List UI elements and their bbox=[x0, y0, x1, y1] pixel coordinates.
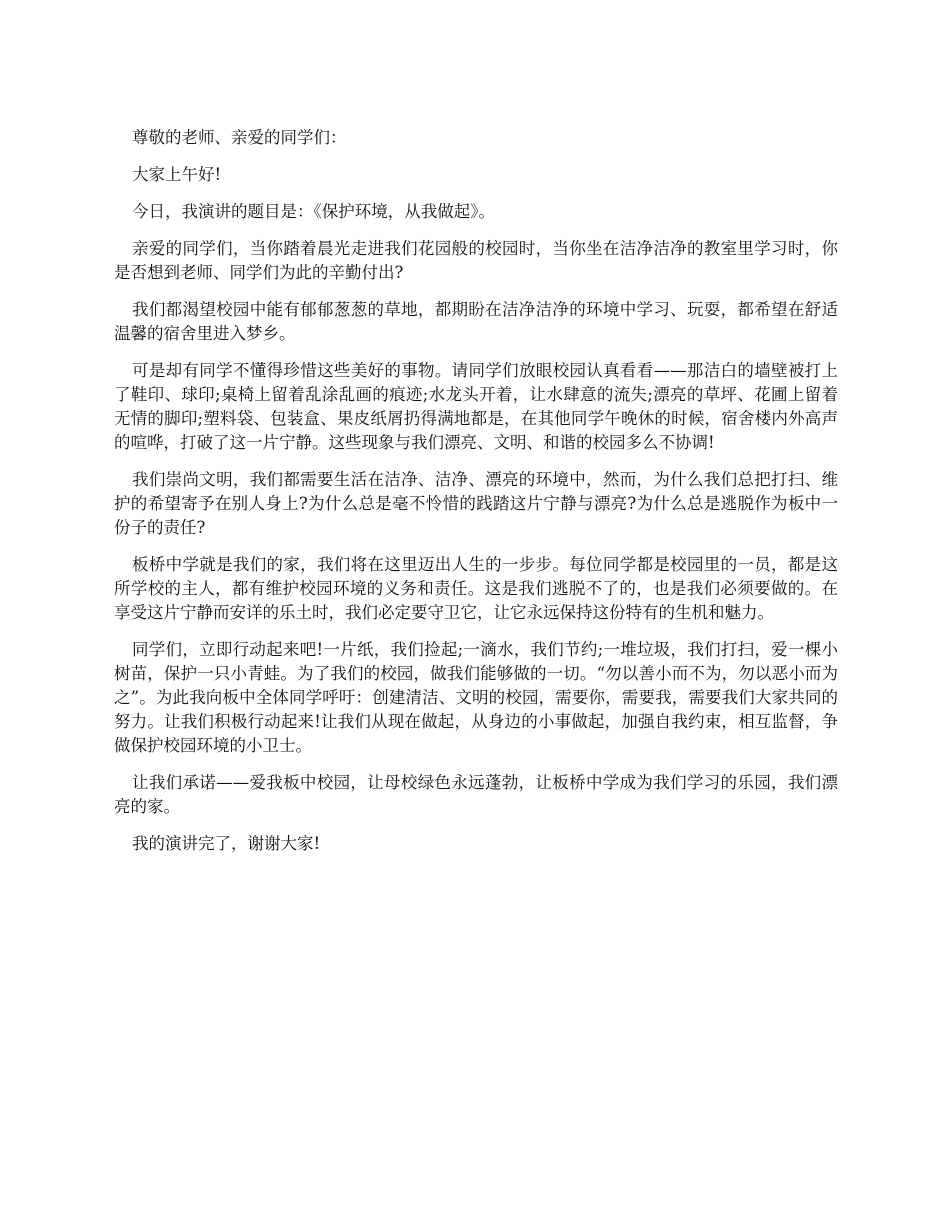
body-paragraph: 同学们，立即行动起来吧!一片纸，我们捡起;一滴水，我们节约;一堆垃圾，我们打扫，爱一棵小树苗，保护一只小青蛙。为了我们的校园，做我们能够做的一切。“勿以善小而不为，勿以恶小而为之”。为此我向板中全体同学呼吁：创建清洁、文明的校园，需要你，需要我，需要我们大家共同的努力。让我们积极行动起来!让我们从现在做起，从身边的小事做起，加强自我约束，相互监督，争做保护校园环境的小卫士。 bbox=[114, 640, 838, 755]
closing-line: 我的演讲完了，谢谢大家! bbox=[132, 834, 321, 853]
greeting: 大家上午好! bbox=[132, 165, 222, 184]
speech-topic: 今日，我演讲的题目是：《保护环境，从我做起》。 bbox=[132, 202, 495, 221]
body-paragraph: 让我们承诺——爱我板中校园，让母校绿色永远蓬勃，让板桥中学成为我们学习的乐园，我们漂亮的家。 bbox=[114, 773, 838, 816]
body-paragraph: 板桥中学就是我们的家，我们将在这里迈出人生的一步步。每位同学都是校园里的一员，都是这所学校的主人，都有维护校园环境的义务和责任。这是我们逃脱不了的，也是我们必须要做的。在享受这片宁静而安详的乐土时，我们必定要守卫它，让它永远保持这份特有的生机和魅力。 bbox=[114, 555, 838, 622]
salutation: 尊敬的老师、亲爱的同学们： bbox=[132, 128, 347, 147]
body-paragraph: 我们崇尚文明，我们都需要生活在洁净、洁净、漂亮的环境中，然而，为什么我们总把打扫、维护的希望寄予在别人身上?为什么总是毫不怜惜的践踏这片宁静与漂亮?为什么总是逃脱作为板中一份子的责任? bbox=[114, 470, 838, 537]
speech-body bbox=[114, 126, 838, 869]
body-paragraph: 可是却有同学不懂得珍惜这些美好的事物。请同学们放眼校园认真看看——那洁白的墙壁被打上了鞋印、球印;桌椅上留着乱涂乱画的痕迹;水龙头开着，让水肆意的流失;漂亮的草坪、花圃上留着无情的脚印;塑料袋、包装盒、果皮纸屑扔得满地都是，在其他同学午晚休的时候，宿舍楼内外高声的喧哗，打破了这一片宁静。这些现象与我们漂亮、文明、和谐的校园多么不协调! bbox=[114, 361, 838, 452]
body-paragraph: 亲爱的同学们，当你踏着晨光走进我们花园般的校园时，当你坐在洁净洁净的教室里学习时，你是否想到老师、同学们为此的辛勤付出? bbox=[114, 239, 838, 282]
body-paragraph: 我们都渴望校园中能有郁郁葱葱的草地，都期盼在洁净洁净的环境中学习、玩耍，都希望在舒适温馨的宿舍里进入梦乡。 bbox=[114, 300, 838, 343]
